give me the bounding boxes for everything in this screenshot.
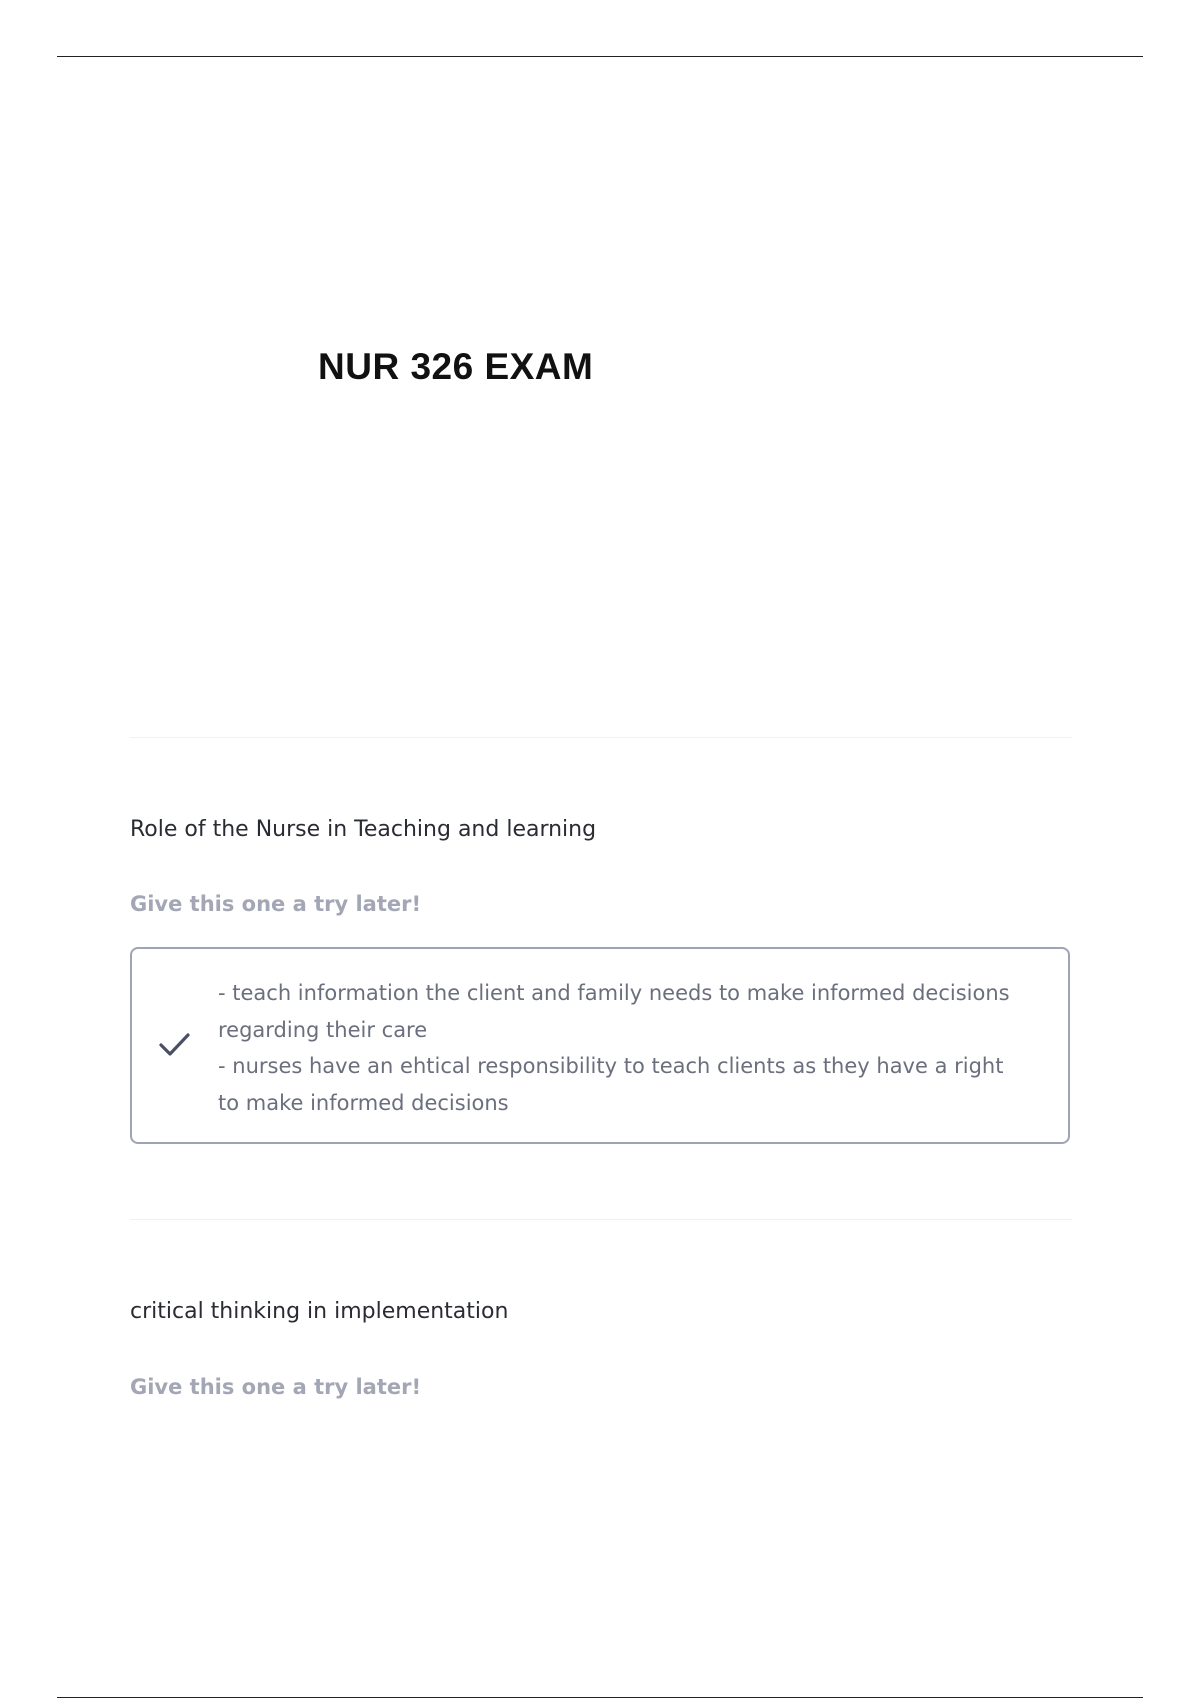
checkmark-icon [158,1030,192,1060]
answer-line: regarding their care [218,1017,428,1042]
flashcard-status: Give this one a try later! [130,892,422,916]
flashcard-term: critical thinking in implementation [130,1299,509,1324]
answer-line: to make informed decisions [218,1090,509,1115]
card-divider [130,737,1072,738]
card-divider [130,1219,1072,1220]
answer-line: - teach information the client and family needs to make informed decisions [218,981,1010,1005]
answer-line: - nurses have an ehtical responsibility to teach clients as they have a right [218,1054,1004,1078]
answer-text [218,975,1048,1121]
page-bottom-rule [57,1697,1143,1698]
page-top-rule [57,56,1143,57]
answer-card [130,947,1070,1144]
flashcard-status: Give this one a try later! [130,1375,422,1399]
flashcard-term: Role of the Nurse in Teaching and learning [130,817,597,842]
document-title: NUR 326 EXAM [318,346,594,387]
